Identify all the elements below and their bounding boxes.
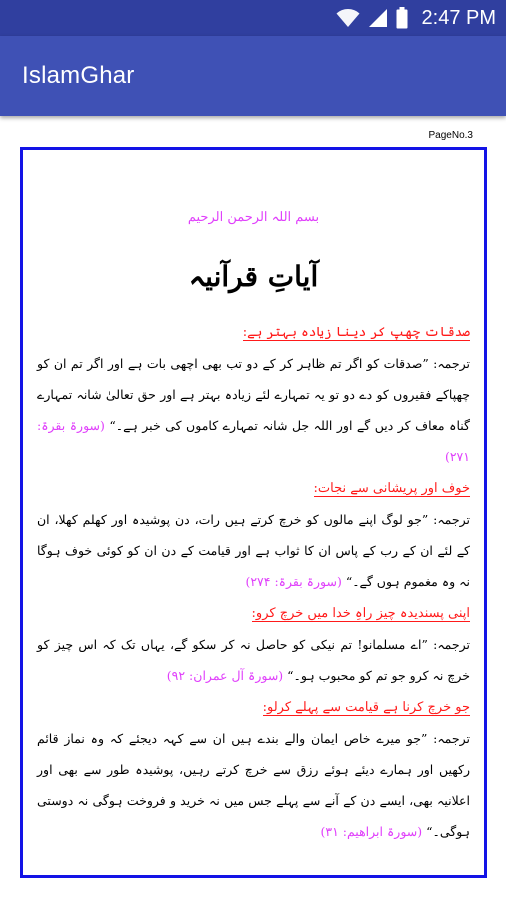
section-title: اپنی پسندیدہ چیز راہِ خدا میں خرچ کرو: (251, 606, 470, 621)
surah-reference: (سورۃ آل عمران: ۹۲) (166, 668, 284, 683)
wifi-icon (336, 8, 360, 28)
section-body (37, 348, 470, 472)
section-body (37, 629, 470, 691)
section-text: ترجمہ: ”اے مسلمانو! تم نیکی کو حاصل نہ کر سکو گے، یہاں تک کہ اس چیز کو خرچ نہ کرو جو تم کو محبوب ہو۔“ (37, 637, 470, 683)
page-content (37, 322, 470, 853)
surah-reference: (سورۃ ابراھیم: ۳۱) (320, 824, 423, 839)
section (37, 697, 470, 847)
section-title: جو خرچ کرنا ہے قیامت سے پہلے کرلو: (262, 700, 470, 715)
status-time: 2:47 PM (421, 6, 496, 29)
section (37, 603, 470, 691)
surah-reference: (سورۃ بقرۃ: ۲۷۴) (245, 574, 342, 589)
app-bar (0, 36, 506, 116)
section (37, 322, 470, 472)
bismillah-text: بسم اللہ الرحمن الرحیم (187, 210, 320, 225)
app-title: IslamGhar (22, 62, 135, 89)
surah-reference: (سورۃ بقرۃ: ۲۷۱) (37, 418, 470, 464)
section (37, 478, 470, 597)
status-bar (0, 0, 506, 36)
page-frame[interactable] (20, 147, 487, 878)
section-text: ترجمہ: ”جو لوگ اپنے مالوں کو خرچ کرتے ہیں رات، دن پوشیدہ اور کھلم کھلا، ان کے لئے ان کے رب کے پاس ان کا ثواب ہے اور قیامت کے دن ان کو کوئی خوف ہوگا نہ وہ مغموم ہوں گے۔“ (37, 512, 470, 589)
section-text: ترجمہ: ”صدقات کو اگر تم ظاہر کر کے دو تب بھی اچھی بات ہے اور اگر تم ان کو چھپاکے فقیروں کو دے دو تو یہ تمہارے لئے زیادہ بہتر ہے اور حق تعالیٰ شانہ تمہارے گناہ معاف کر دیں گے اور اللہ جل شانہ تمہارے کاموں کی خبر ہے۔“ (37, 356, 470, 433)
section-text: ترجمہ: ”جو میرے خاص ایمان والے بندے ہیں ان سے کہہ دیجئے کہ وہ نماز قائم رکھیں اور ہمارے دیئے ہوئے رزق سے خرچ کرتے رہیں، پوشیدہ طور سے بھی اور اعلانیہ بھی، ایسے دن کے آنے سے پہلے جس میں نہ خرید و فروخت ہوگی نہ دوستی ہوگی۔“ (37, 731, 470, 839)
section-title: خوف اور پریشانی سے نجات: (313, 481, 470, 496)
page-number: PageNo.3 (428, 130, 473, 141)
section-body (37, 723, 470, 847)
section-body (37, 504, 470, 597)
battery-icon (396, 7, 408, 29)
section-title: صدقات چھپ کر دینا زیادہ بہتر ہے: (242, 325, 470, 340)
page-heading: آیاتِ قرآنیہ (188, 260, 319, 293)
signal-icon (368, 8, 388, 28)
